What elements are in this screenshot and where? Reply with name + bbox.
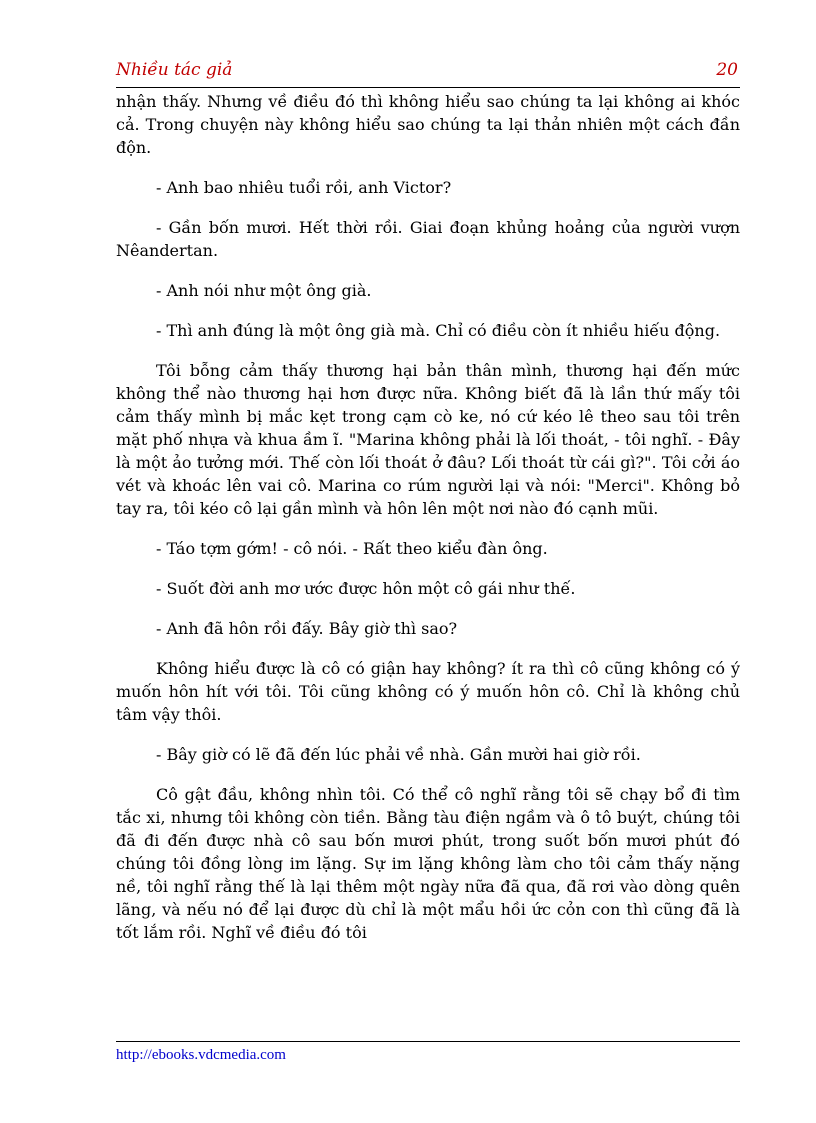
paragraph: - Bây giờ có lẽ đã đến lúc phải về nhà. Gần mười hai giờ rồi. — [156, 745, 641, 764]
paragraph: - Anh đã hôn rồi đấy. Bây giờ thì sao? — [156, 619, 458, 638]
paragraph: - Táo tợm gớm! - cô nói. - Rất theo kiểu đàn ông. — [156, 539, 548, 558]
page-header — [116, 57, 740, 88]
paragraph: - Thì anh đúng là một ông già mà. Chỉ có điều còn ít nhiều hiếu động. — [156, 321, 721, 340]
footer-link[interactable]: http://ebooks.vdcmedia.com — [116, 1047, 286, 1063]
footer-divider — [116, 1041, 740, 1042]
page-body — [116, 90, 740, 961]
paragraph: - Anh nói như một ông già. — [156, 281, 372, 300]
paragraph: - Gần bốn mươi. Hết thời rồi. Giai đoạn khủng hoảng của người vượn Nêandertan. — [116, 218, 740, 260]
paragraph: - Anh bao nhiêu tuổi rồi, anh Victor? — [156, 178, 452, 197]
paragraph: nhận thấy. Nhưng về điều đó thì không hiểu sao chúng ta lại không ai khóc cả. Trong chuyện này không hiểu sao chúng ta lại thản nhiên một cách đần độn. — [116, 92, 740, 157]
book-author-title: Nhiều tác giả — [116, 60, 233, 80]
page-number: 20 — [716, 60, 738, 80]
paragraph: Tôi bỗng cảm thấy thương hại bản thân mình, thương hại đến mức không thể nào thương hại hơn được nữa. Không biết đã là lần thứ mấy tôi cảm thấy mình bị mắc kẹt trong cạm cò ke, nó cứ kéo lê theo sau tôi trên mặt phố nhựa và khua ầm ĩ. "Marina không phải là lối thoát, - tôi nghĩ. - Đây là một ảo tưởng mới. Thế còn lối thoát ở đâu? Lối thoát từ cái gì?". Tôi cởi áo vét và khoác lên vai cô. Marina co rúm người lại và nói: "Merci". Không bỏ tay ra, tôi kéo cô lại gần mình và hôn lên một nơi nào đó cạnh mũi. — [116, 361, 740, 518]
paragraph: - Suốt đời anh mơ ước được hôn một cô gái như thế. — [156, 579, 576, 598]
paragraph: Cô gật đầu, không nhìn tôi. Có thể cô nghĩ rằng tôi sẽ chạy bổ đi tìm tắc xi, nhưng tôi không còn tiền. Bằng tàu điện ngầm và ô tô buýt, chúng tôi đã đi đến được nhà cô sau bốn mươi phút, trong suốt bốn mươi phút đó chúng tôi đồng lòng im lặng. Sự im lặng không làm cho tôi cảm thấy nặng nề, tôi nghĩ rằng thế là lại thêm một ngày nữa đã qua, đã rơi vào dòng quên lãng, và nếu nó để lại được dù chỉ là một mẩu hồi ức cỏn con thì cũng đã là tốt lắm rồi. Nghĩ về điều đó tôi — [116, 785, 740, 942]
paragraph: Không hiểu được là cô có giận hay không? ít ra thì cô cũng không có ý muốn hôn hít với tôi. Tôi cũng không có ý muốn hôn cô. Chỉ là không chủ tâm vậy thôi. — [116, 659, 740, 724]
